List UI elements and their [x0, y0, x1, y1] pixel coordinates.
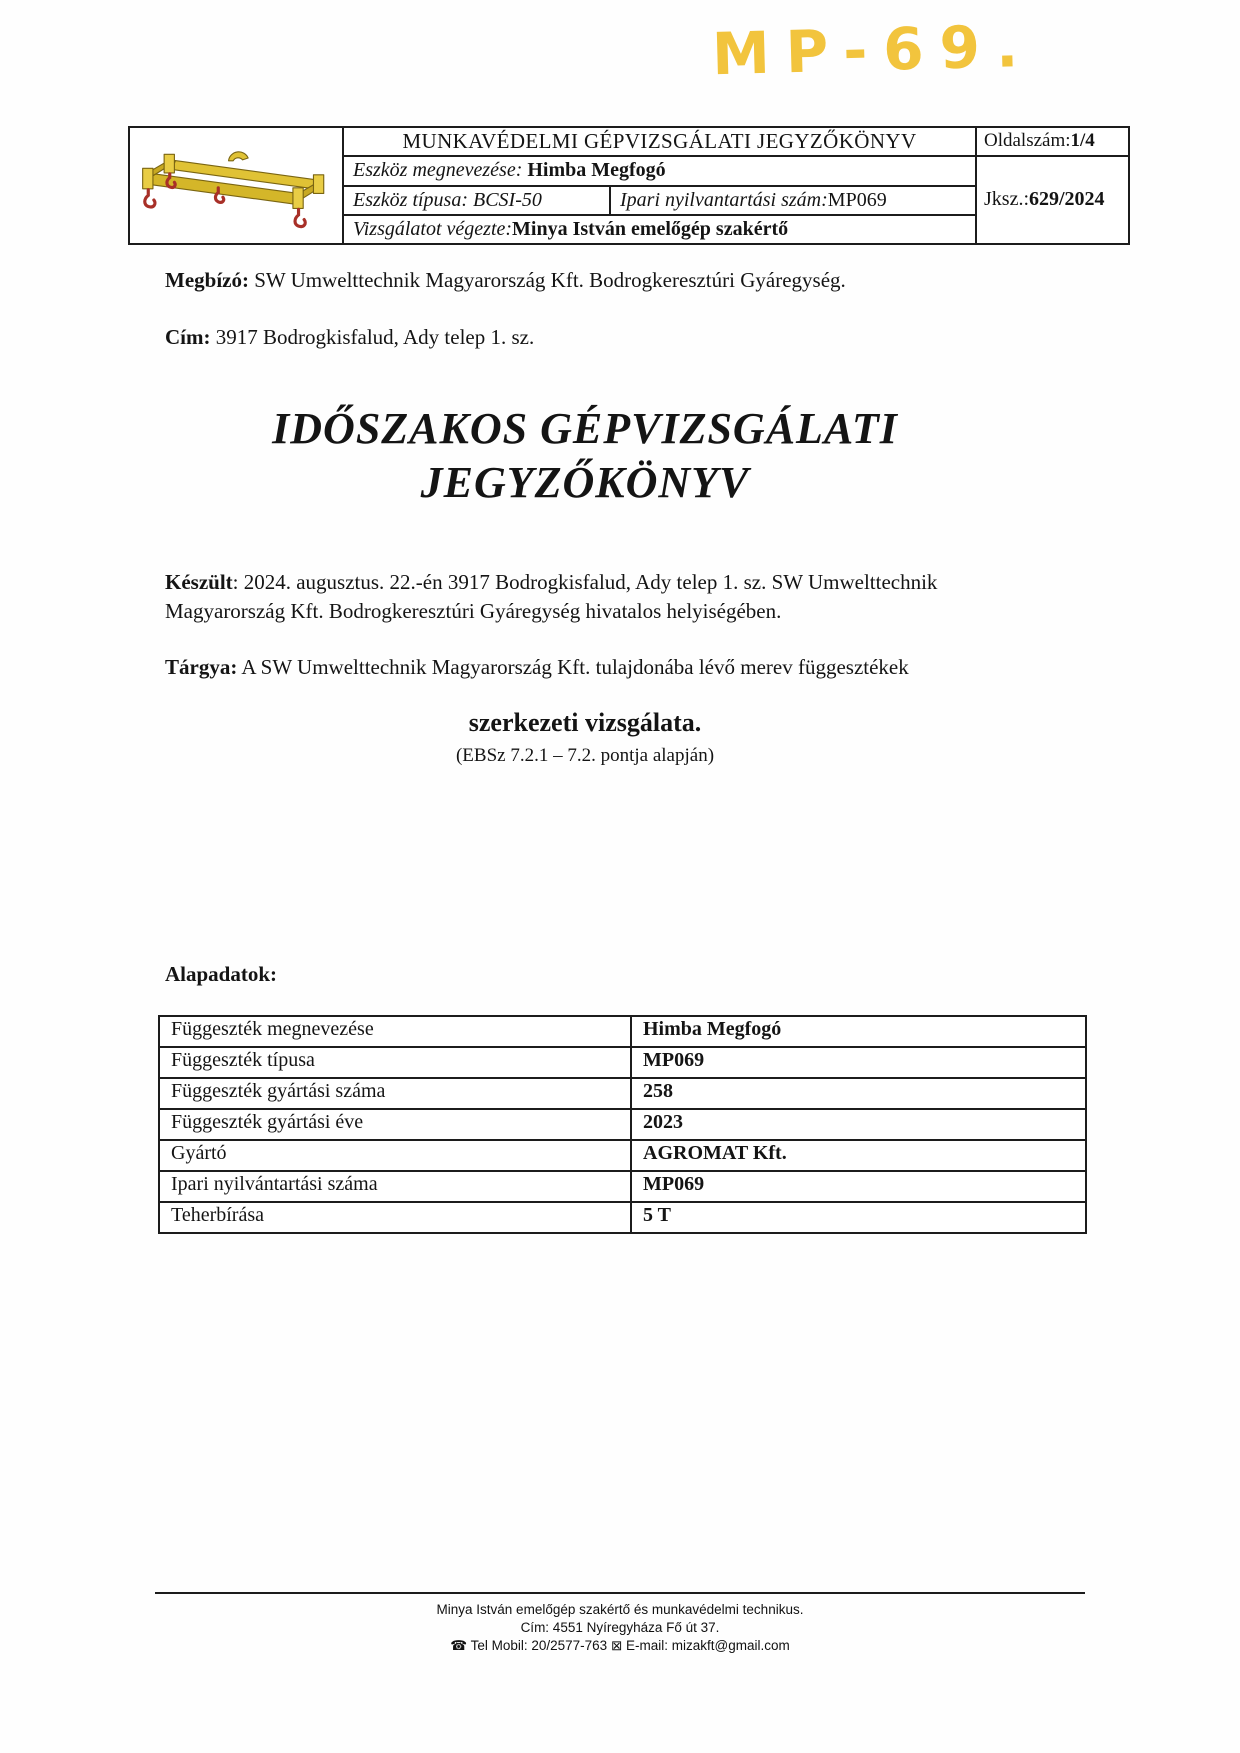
row-value: 258	[643, 1080, 673, 1102]
footer-line1: Minya István emelőgép szakértő és munkavédelmi technikus.	[436, 1602, 804, 1617]
device-name-label: Eszköz megnevezése:	[353, 159, 523, 182]
client-line	[165, 268, 846, 293]
spreader-beam-image	[136, 130, 336, 242]
subject-text: A SW Umwelttechnik Magyarország Kft. tulajdonába lévő merev függesztékek	[237, 655, 909, 679]
made-at-line1-rest: : 2024. augusztus. 22.-én 3917 Bodrogkisfalud, Ady telep 1. sz. SW Umwelttechnik	[232, 570, 938, 594]
footer-email: E-mail: mizakft@gmail.com	[622, 1638, 790, 1653]
mail-icon: ⊠	[610, 1638, 623, 1653]
subject-label: Tárgya:	[165, 655, 238, 679]
case-number-label: Jksz.:	[984, 188, 1029, 211]
row-value: 2023	[643, 1111, 683, 1133]
handwritten-asset-code: MP-69.	[711, 11, 1035, 89]
table-row	[160, 1139, 1085, 1170]
report-title: MUNKAVÉDELMI GÉPVIZSGÁLATI JEGYZŐKÖNYV	[344, 128, 975, 157]
row-label: Függeszték megnevezése	[160, 1017, 632, 1046]
address-line	[165, 325, 534, 350]
main-title-line1: IDŐSZAKOS GÉPVIZSGÁLATI	[272, 404, 898, 453]
row-label: Függeszték típusa	[160, 1048, 632, 1077]
footer-line2: Cím: 4551 Nyíregyháza Fő út 37.	[520, 1620, 720, 1635]
subject-line	[165, 655, 909, 680]
inspector-row	[344, 216, 975, 243]
row-label: Függeszték gyártási éve	[160, 1110, 632, 1139]
table-row	[160, 1046, 1085, 1077]
footer-phone: Tel Mobil: 20/2577-763	[467, 1638, 611, 1653]
footer-line3	[155, 1637, 1085, 1655]
case-number-value: 629/2024	[1029, 188, 1105, 211]
device-type-row	[344, 187, 975, 216]
registry-cell	[611, 187, 975, 214]
header-table	[128, 126, 1130, 245]
subject-reference: (EBSz 7.2.1 – 7.2. pontja alapján)	[455, 745, 715, 766]
header-right-column	[977, 128, 1128, 243]
case-number-cell	[977, 157, 1128, 243]
made-at-label: Készült	[165, 570, 233, 594]
device-name-value: Himba Megfogó	[527, 159, 666, 182]
subject-emphasis: szerkezeti vizsgálata.	[468, 708, 702, 737]
registry-value: MP069	[827, 188, 887, 211]
row-label: Ipari nyilvántartási száma	[160, 1172, 632, 1201]
inspector-value: Minya István emelőgép szakértő	[512, 217, 789, 240]
client-label: Megbízó:	[165, 268, 249, 292]
table-row	[160, 1077, 1085, 1108]
device-name-row	[344, 157, 975, 186]
client-text: SW Umwelttechnik Magyarország Kft. Bodrogkeresztúri Gyáregység.	[248, 268, 846, 292]
page-number-value: 1/4	[1070, 130, 1095, 152]
registry-label: Ipari nyilvantartási szám:	[620, 188, 828, 211]
main-title-line2: JEGYZŐKÖNYV	[420, 458, 750, 507]
page-number-label: Oldalszám:	[984, 130, 1071, 152]
table-row	[160, 1170, 1085, 1201]
device-type-label: Eszköz típusa:	[353, 188, 468, 211]
address-text: 3917 Bodrogkisfalud, Ady telep 1. sz.	[210, 325, 535, 349]
device-type-value: BCSI-50	[473, 188, 542, 211]
main-title	[160, 402, 1010, 510]
made-at-paragraph	[165, 568, 1095, 626]
row-value: MP069	[643, 1049, 705, 1071]
table-row	[160, 1108, 1085, 1139]
page-number-cell	[977, 128, 1128, 157]
device-type-cell	[344, 187, 611, 214]
phone-icon: ☎	[450, 1638, 468, 1653]
footer	[155, 1601, 1085, 1655]
row-label: Függeszték gyártási száma	[160, 1079, 632, 1108]
device-photo-cell	[130, 128, 344, 243]
row-value: 5 T	[643, 1204, 671, 1226]
made-at-line1	[165, 568, 1095, 597]
basic-data-heading: Alapadatok:	[165, 962, 278, 986]
footer-divider	[155, 1592, 1085, 1594]
row-label: Teherbírása	[160, 1203, 632, 1232]
address-label: Cím:	[165, 325, 211, 349]
table-row	[160, 1017, 1085, 1046]
made-at-line2: Magyarország Kft. Bodrogkeresztúri Gyáregység hivatalos helyiségében.	[165, 599, 782, 623]
row-value: AGROMAT Kft.	[643, 1142, 787, 1164]
header-middle-section	[344, 128, 977, 243]
row-value: Himba Megfogó	[643, 1018, 782, 1040]
row-value: MP069	[643, 1173, 705, 1195]
basic-data-table	[158, 1015, 1087, 1234]
inspector-label: Vizsgálatot végezte:	[353, 217, 513, 240]
row-label: Gyártó	[160, 1141, 632, 1170]
table-row	[160, 1201, 1085, 1232]
